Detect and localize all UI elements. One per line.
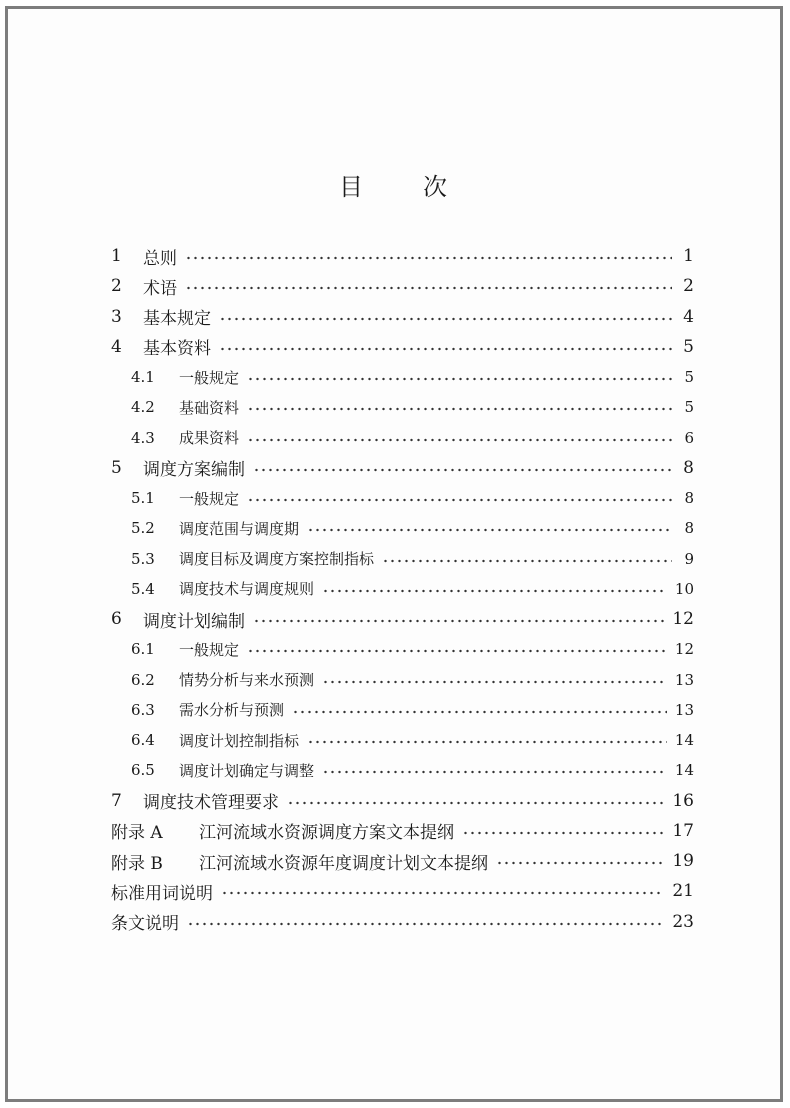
toc-row: [131, 725, 694, 755]
toc-number: 6.3: [131, 700, 155, 719]
toc-page-number: 5: [684, 398, 694, 417]
toc-leader-dots: [247, 377, 672, 381]
toc-page-number: 13: [674, 700, 694, 719]
toc-number: 6.4: [131, 731, 155, 749]
toc-number: 6.5: [131, 761, 155, 780]
toc-row: [131, 513, 694, 543]
toc-page-number: 23: [672, 911, 694, 932]
toc-leader-dots: [185, 286, 672, 290]
toc-leader-dots: [322, 680, 667, 684]
toc-title: 一般规定: [179, 489, 240, 508]
toc-row: [111, 846, 694, 876]
toc-page-number: 5: [684, 368, 694, 386]
toc-page-number: 9: [684, 549, 694, 568]
toc-row: [131, 392, 694, 422]
toc-leader-dots: [292, 710, 667, 714]
toc-number: 5.1: [131, 489, 155, 507]
toc-number: 4.1: [131, 368, 155, 386]
toc-row: [111, 816, 694, 846]
toc-number: 附录 A: [111, 823, 163, 844]
toc-page-number: 6: [684, 428, 694, 447]
toc-leader-dots: [253, 619, 664, 623]
document-page: [5, 6, 783, 1102]
toc-title: 调度计划编制: [143, 611, 245, 632]
toc-number: 6: [111, 609, 122, 629]
toc-title: 调度计划确定与调整: [179, 761, 315, 780]
toc-number: 3: [111, 306, 122, 327]
toc-title: 一般规定: [179, 640, 240, 659]
toc-number: 6.2: [131, 670, 155, 689]
toc-page-number: 14: [674, 731, 694, 749]
toc-number: 5.2: [131, 519, 155, 538]
toc-title: 江河流域水资源调度方案文本提纲: [199, 823, 454, 844]
toc-leader-dots: [221, 891, 664, 895]
toc-row: [131, 574, 694, 604]
toc-page-number: 5: [683, 336, 694, 357]
toc-leader-dots: [247, 498, 672, 502]
toc-number: 4: [111, 336, 122, 357]
toc-title: 基本规定: [143, 309, 211, 329]
toc-row: [111, 604, 694, 634]
toc-title: 条文说明: [111, 914, 179, 934]
toc-page-number: 8: [683, 457, 694, 478]
toc-row: [131, 665, 694, 695]
toc-title: 一般规定: [179, 368, 240, 387]
toc-title: 基本资料: [143, 339, 211, 360]
toc-leader-dots: [462, 831, 664, 835]
toc-number: 6.1: [131, 640, 155, 659]
toc-number: 2: [111, 276, 122, 297]
toc-title: 术语: [143, 278, 177, 299]
toc-page-number: 8: [684, 519, 694, 538]
toc-row: [131, 544, 694, 574]
toc-page-number: 2: [683, 276, 694, 297]
toc-title: 江河流域水资源年度调度计划文本提纲: [199, 853, 488, 874]
page-title: [8, 167, 780, 202]
toc-row: [111, 332, 694, 362]
toc-leader-dots: [307, 528, 672, 532]
toc-row: [111, 302, 694, 332]
toc-row: [131, 362, 694, 392]
toc-number: 5.4: [131, 579, 155, 598]
toc-row: [111, 271, 694, 301]
toc-title: 调度方案编制: [143, 460, 245, 481]
toc-leader-dots: [382, 559, 672, 563]
toc-page-number: 16: [672, 790, 694, 811]
toc-leader-dots: [247, 407, 672, 411]
toc-number: 附录 B: [111, 853, 163, 874]
toc-page-number: 17: [672, 820, 694, 841]
toc-title: 调度目标及调度方案控制指标: [179, 550, 375, 568]
toc-leader-dots: [247, 438, 672, 442]
toc-leader-dots: [253, 468, 672, 472]
toc-leader-dots: [322, 589, 667, 593]
toc-title: 调度范围与调度期: [179, 519, 300, 538]
toc-row: [131, 483, 694, 513]
toc-title: 情势分析与来水预测: [179, 671, 315, 689]
toc-leader-dots: [185, 256, 672, 260]
toc-page-number: 12: [672, 609, 694, 629]
toc-leader-dots: [219, 347, 672, 351]
toc-row: [131, 695, 694, 725]
toc-leader-dots: [219, 317, 672, 321]
toc-page-number: 21: [672, 881, 694, 902]
toc-title: 标准用词说明: [111, 883, 213, 904]
toc-number: 1: [111, 246, 122, 266]
toc-title: 基础资料: [179, 398, 240, 417]
toc-leader-dots: [287, 801, 664, 805]
toc-number: 5.3: [131, 549, 155, 568]
toc-number: 4.3: [131, 428, 155, 447]
toc-page-number: 4: [683, 306, 694, 327]
toc-title: 总则: [143, 248, 177, 269]
toc-row: [131, 755, 694, 785]
toc-title: 调度技术与调度规则: [179, 580, 315, 599]
toc-leader-dots: [322, 770, 667, 774]
toc-page-number: 14: [674, 761, 694, 780]
toc-leader-dots: [307, 740, 667, 744]
title-char-left: 目: [339, 173, 365, 201]
title-char-right: 次: [423, 173, 449, 201]
toc-row: [111, 907, 694, 937]
toc-page-number: 12: [674, 640, 694, 659]
toc-number: 7: [111, 790, 122, 811]
toc-page-number: 10: [674, 579, 694, 598]
toc-title: 成果资料: [179, 429, 240, 447]
toc-leader-dots: [187, 922, 664, 926]
toc-leader-dots: [496, 861, 664, 865]
toc-row: [111, 241, 694, 271]
toc-row: [111, 876, 694, 906]
toc-number: 4.2: [131, 398, 155, 417]
toc-page-number: 1: [683, 246, 694, 266]
toc-leader-dots: [247, 649, 667, 653]
toc-title: 调度技术管理要求: [143, 793, 279, 813]
toc-title: 需水分析与预测: [179, 701, 285, 720]
toc-row: [111, 453, 694, 483]
toc-page-number: 13: [674, 670, 694, 689]
toc-title: 调度计划控制指标: [179, 731, 300, 750]
toc-row: [111, 786, 694, 816]
toc-number: 5: [111, 457, 122, 478]
toc-row: [131, 423, 694, 453]
toc-page-number: 8: [684, 489, 694, 507]
toc-page-number: 19: [672, 851, 694, 871]
toc-row: [131, 634, 694, 664]
